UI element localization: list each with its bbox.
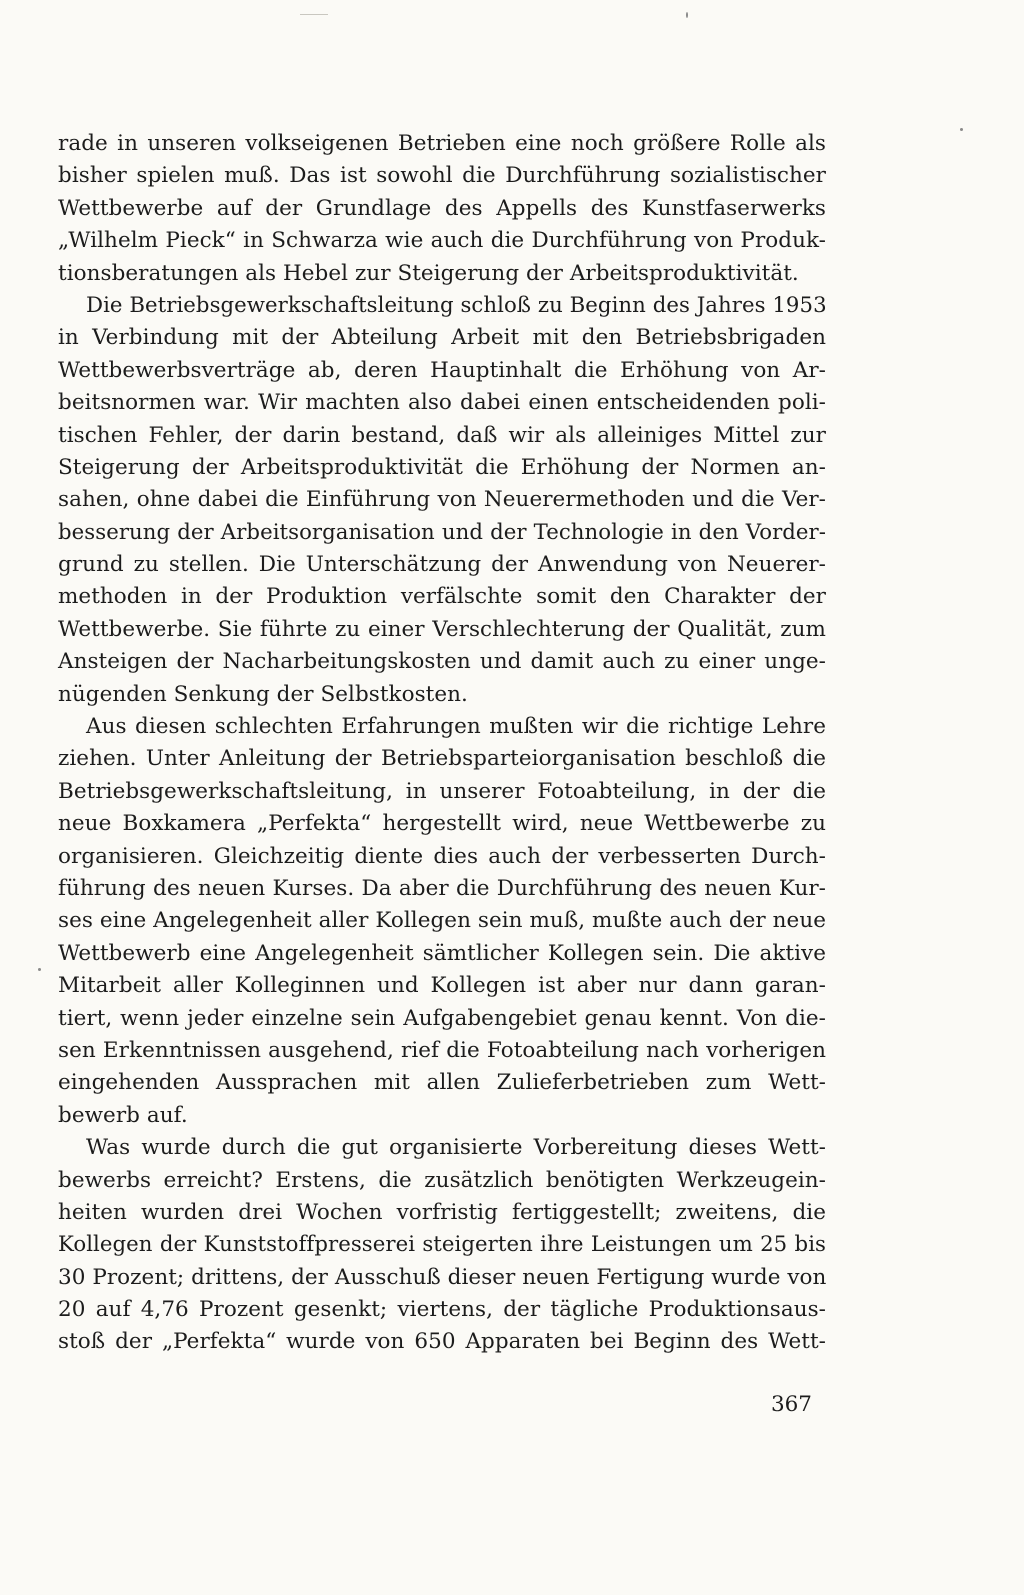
text-line: bisher spielen muß. Das ist sowohl die Durchführung sozialistischer: [58, 163, 826, 189]
text-line: stoß der „Perfekta“ wurde von 650 Apparaten bei Beginn des Wett-: [58, 1329, 826, 1355]
top-scan-rule: [300, 14, 328, 15]
page-number: 367: [770, 1392, 812, 1417]
text-line: Wettbewerbsverträge ab, deren Hauptinhalt die Erhöhung von Ar-: [58, 357, 826, 383]
text-line: rade in unseren volkseigenen Betrieben eine noch größere Rolle als: [58, 131, 826, 156]
text-line: sahen, ohne dabei die Einführung von Neuerermethoden und die Ver-: [58, 487, 826, 513]
text-line: 20 auf 4,76 Prozent gesenkt; viertens, der tägliche Produktionsaus-: [58, 1297, 826, 1323]
text-line: Kollegen der Kunststoffpresserei steigerten ihre Leistungen um 25 bis: [58, 1232, 826, 1258]
scan-speck-top-right: [686, 12, 688, 18]
text-line: Betriebsgewerkschaftsleitung, in unserer Fotoabteilung, in der die: [58, 778, 826, 804]
text-line: Mitarbeit aller Kolleginnen und Kollegen ist aber nur dann garan-: [58, 973, 826, 999]
text-line: ziehen. Unter Anleitung der Betriebsparteiorganisation beschloß die: [58, 746, 826, 772]
text-line: bewerbs erreicht? Erstens, die zusätzlich benötigten Werkzeugein-: [58, 1167, 826, 1193]
scan-speck-right-margin: [960, 128, 963, 131]
text-line: Was wurde durch die gut organisierte Vorbereitung dieses Wett-: [86, 1135, 826, 1161]
text-line: Wettbewerb eine Angelegenheit sämtlicher Kollegen sein. Die aktive: [58, 940, 826, 966]
text-line: tiert, wenn jeder einzelne sein Aufgabengebiet genau kennt. Von die-: [58, 1005, 826, 1031]
text-line: Steigerung der Arbeitsproduktivität die Erhöhung der Normen an-: [58, 454, 826, 480]
text-line: bewerb auf.: [58, 1102, 188, 1128]
text-line: tionsberatungen als Hebel zur Steigerung der Arbeitsproduktivität.: [58, 260, 799, 286]
text-line: sen Erkenntnissen ausgehend, rief die Fotoabteilung nach vorherigen: [58, 1037, 826, 1063]
text-line: tischen Fehler, der darin bestand, daß wir als alleiniges Mittel zur: [58, 422, 826, 448]
text-line: neue Boxkamera „Perfekta“ hergestellt wird, neue Wettbewerbe zu: [58, 811, 826, 837]
text-line: Wettbewerbe. Sie führte zu einer Verschlechterung der Qualität, zum: [58, 616, 826, 642]
text-line: grund zu stellen. Die Unterschätzung der Anwendung von Neuerer-: [58, 552, 826, 578]
text-line: Ansteigen der Nacharbeitungskosten und damit auch zu einer unge-: [58, 649, 826, 675]
text-line: heiten wurden drei Wochen vorfristig fertiggestellt; zweitens, die: [58, 1199, 826, 1225]
text-line: beitsnormen war. Wir machten also dabei einen entscheidenden poli-: [58, 390, 826, 416]
text-line: nügenden Senkung der Selbstkosten.: [58, 681, 468, 707]
text-line: führung des neuen Kurses. Da aber die Durchführung des neuen Kur-: [58, 875, 826, 901]
text-line: organisieren. Gleichzeitig diente dies auch der verbesserten Durch-: [58, 843, 826, 869]
text-line: Aus diesen schlechten Erfahrungen mußten wir die richtige Lehre: [86, 714, 826, 740]
text-line: methoden in der Produktion verfälschte somit den Charakter der: [58, 584, 826, 610]
text-line: ses eine Angelegenheit aller Kollegen sein muß, mußte auch der neue: [58, 908, 826, 934]
text-line: Die Betriebsgewerkschaftsleitung schloß zu Beginn des Jahres 1953: [86, 292, 827, 318]
text-line: Wettbewerbe auf der Grundlage des Appells des Kunstfaserwerks: [58, 195, 826, 221]
body-text: [58, 128, 826, 1359]
scan-speck-left-margin: [38, 968, 41, 971]
text-line: besserung der Arbeitsorganisation und der Technologie in den Vorder-: [58, 519, 826, 545]
text-line: „Wilhelm Pieck“ in Schwarza wie auch die Durchführung von Produk-: [58, 228, 826, 254]
text-line: eingehenden Aussprachen mit allen Zulieferbetrieben zum Wett-: [58, 1070, 826, 1096]
text-line: 30 Prozent; drittens, der Ausschuß dieser neuen Fertigung wurde von: [58, 1264, 827, 1290]
text-line: in Verbindung mit der Abteilung Arbeit mit den Betriebsbrigaden: [58, 325, 826, 351]
